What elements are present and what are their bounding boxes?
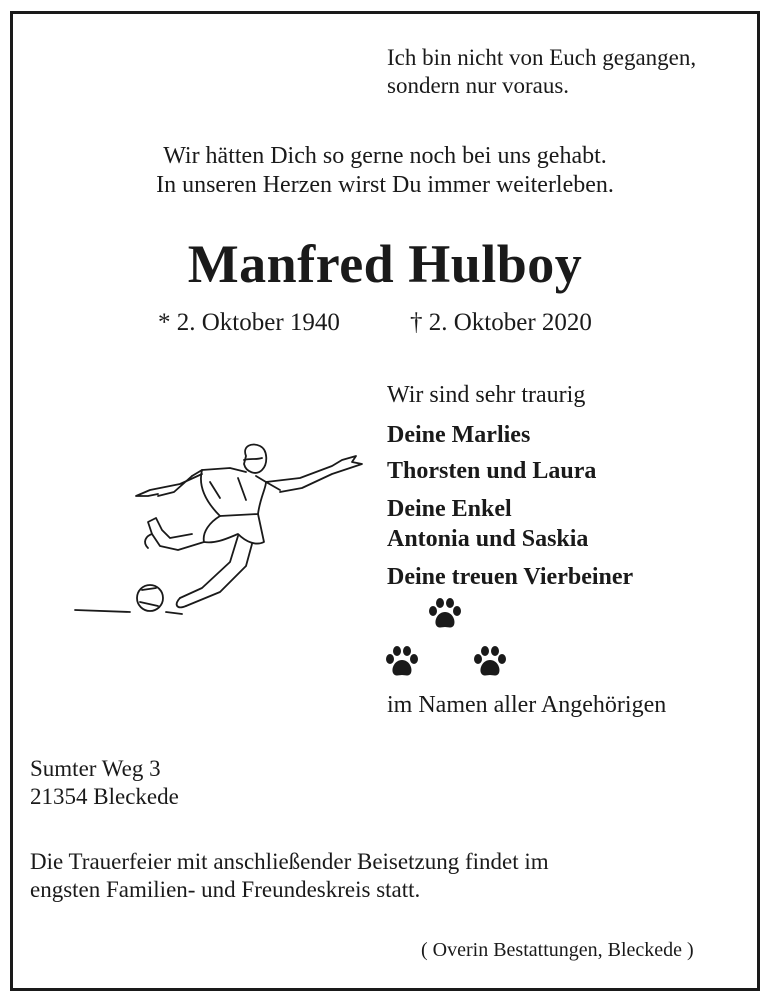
paw-print-icon <box>385 646 419 678</box>
address-city: 21354 Bleckede <box>30 784 179 809</box>
funeral-notice-line-1: Die Trauerfeier mit anschließender Beisetzung findet im <box>30 849 549 874</box>
birth-date: * 2. Oktober 1940 <box>158 309 340 336</box>
verse-line-1: Wir hätten Dich so gerne noch bei uns gehabt. <box>163 143 607 169</box>
mourner-grandchildren-heading: Deine Enkel <box>387 496 512 522</box>
mourner-thorsten-laura: Thorsten und Laura <box>387 458 597 484</box>
mourners-closing: im Namen aller Angehörigen <box>387 692 667 718</box>
verse-line-2: In unseren Herzen wirst Du immer weiterleben. <box>156 172 614 198</box>
paw-print-icon <box>473 646 507 678</box>
death-date: † 2. Oktober 2020 <box>410 309 592 336</box>
mourner-pets: Deine treuen Vierbeiner <box>387 564 634 590</box>
motto-line-1: Ich bin nicht von Euch gegangen, <box>387 45 697 70</box>
mourner-antonia-saskia: Antonia und Saskia <box>387 526 589 552</box>
funeral-home-credit: ( Overin Bestattungen, Bleckede ) <box>421 939 694 961</box>
mourner-marlies: Deine Marlies <box>387 422 531 448</box>
soccer-player-sketch <box>70 438 370 623</box>
funeral-notice-line-2: engsten Familien- und Freundeskreis statt. <box>30 877 421 902</box>
mourners-intro: Wir sind sehr traurig <box>387 382 586 408</box>
motto-line-2: sondern nur voraus. <box>387 73 570 98</box>
address-street: Sumter Weg 3 <box>30 756 161 781</box>
paw-print-icon <box>428 598 462 630</box>
deceased-name: Manfred Hulboy <box>187 234 583 294</box>
